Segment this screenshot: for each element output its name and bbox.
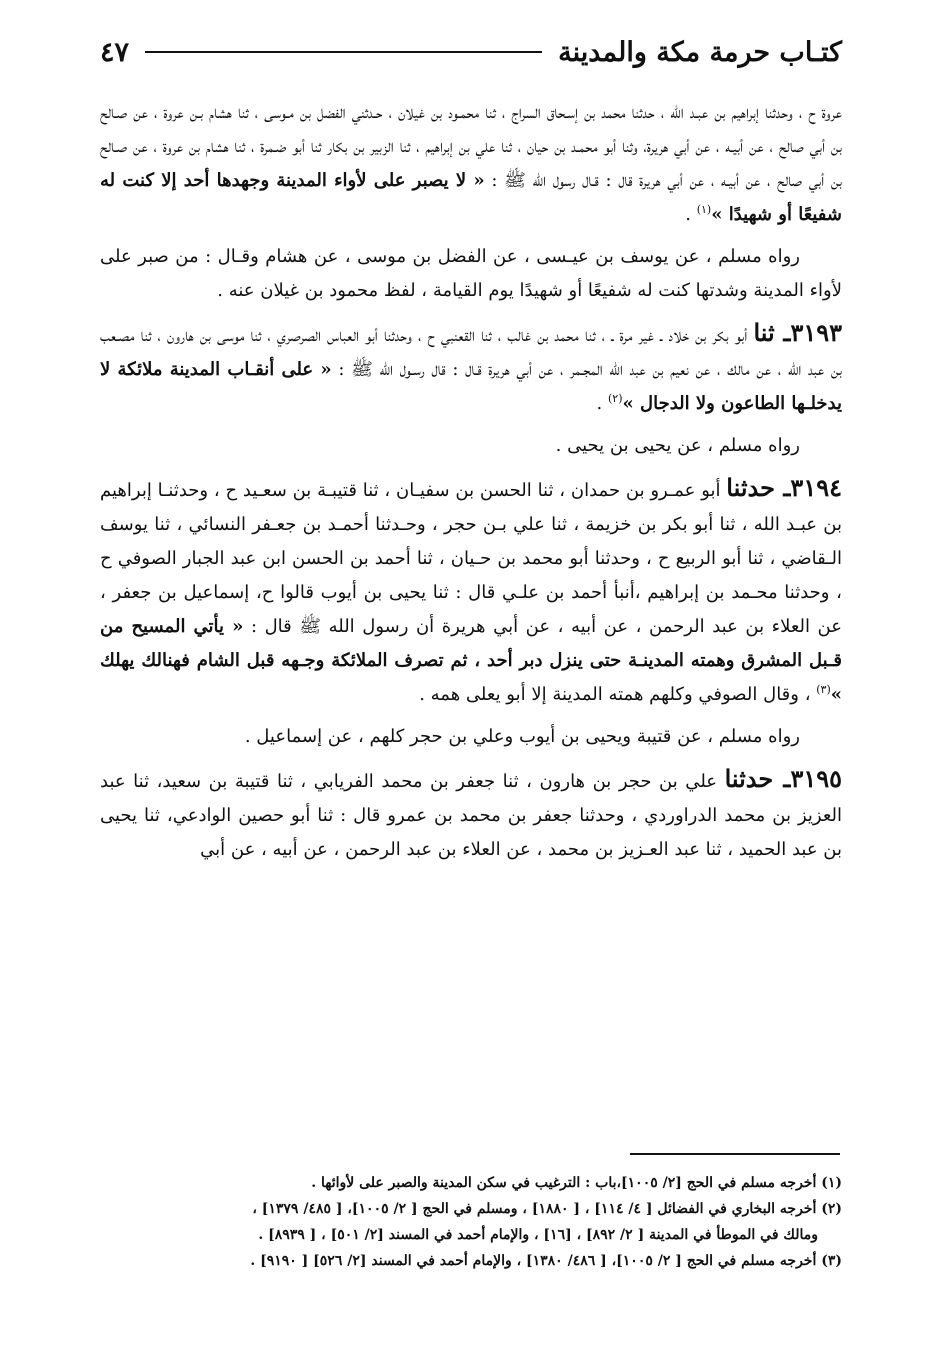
footnotes	[100, 1170, 842, 1274]
paragraph-1-text: عروة ح ، وحدثنا إبراهيم بن عبـد الله ، حدثنا محمد بن إسـحاق السراج ، ثنا محمـود بن غيلان ، حـدثني الفضل بن مـوسى ، ثنا هشام بـن عروة ، عن صـالح بن أبي صالح ، عن أبيـه ، عن أبي هريرة، وثنا أبو محمـد بن حيان ، ثنا علي بن إبراهيم ، ثنا الزبير بن بكار ثنا أبو ضـمرة ، ثنا هشام بن عروة ، عن صـالح بن أبي صالح ، عن أبيـه ، عن أبي هريرة قال : قـال رسول الله ﷺ :	[100, 102, 842, 191]
paragraph-4	[100, 429, 842, 463]
book-title: كتـاب حرمة مكة والمدينة	[558, 36, 842, 68]
hadith-3193-end: .	[596, 393, 608, 414]
paragraph-4-text: رواه مسلم ، عن يحيى بن يحيى .	[555, 435, 800, 456]
paragraph-1-end: .	[685, 204, 697, 225]
page-number: ٤٧	[100, 36, 130, 68]
paragraph-2	[100, 240, 842, 308]
footnote-1: (١) أخرجه مسلم في الحج [٢/ ١٠٠٥]،باب : الترغيب في سكن المدينة والصبر على لأوائها .	[311, 1175, 842, 1191]
page-header	[100, 30, 842, 74]
paragraph-6-text: رواه مسلم ، عن قتيبة ويحيى بن أيوب وعلي بن حجر كلهم ، عن إسماعيل .	[244, 726, 800, 747]
hadith-number-3195: ٣١٩٥ـ حدثنا	[724, 764, 842, 793]
hadith-3194-text: أبو عمـرو بن حمدان ، ثنا الحسن بن سفيـان ، ثنا قتيبـة بن سعـيد ح ، وحدثنـا إبراهيم بن عبـد الله ، ثنا أبو بكر بن خزيمة ، ثنا علي بـن حجر ، وحـدثنا أحمـد بن جعـفر النسائي ، ثنا يوسف الـقاضي ، ثنا أبو الربيع ح ، وحدثنا أبو محمد بن حـيان ، ثنا أحمد بن الحسن ابن عبد الجبار الصوفي ح ، وحدثنا محـمد بن إبراهيم ،أنبأ أحمد بن علـي قال : ثنا يحيى بن أيوب قالوا ح، إسماعيل بن جعفر ، عن العلاء بن عبد الرحمن ، عن أبيه ، عن أبي هريرة أن رسول الله ﷺ قال :	[100, 480, 843, 637]
hadith-3193-text: أبو بكر بن خلاد ـ غير مرة ـ ، ثنا محمد بن غالب ، ثنا القعنبي ح ، وحدثنا أبو العباس الصرصري ، ثنا موسى بن هارون ، ثنا مصـعب بن عبد الله ، عن مالك ، عن نعيم بن عبد الله المجـمر ، عن أبي هريرة قـال : قال رسـول الله ﷺ :	[100, 325, 842, 380]
hadith-3195	[100, 762, 842, 867]
header-rule	[145, 51, 542, 53]
hadith-3193	[100, 316, 842, 421]
hadith-3195-text: علي بن حجر بن هارون ، ثنا جعفر بن محمد الفريابي ، ثنا قتيبة بن سعيد، ثنا عبد العزيز بن محمد الدراوردي ، وحدثنا جعفر بن محمد بن عمرو قال : ثنا أبو حصين الوادعي، ثنا يحيى بن عبد الحميد ، ثنا عبد العـزيز بن محمد ، عن العلاء بن عبد الرحمن ، عن أبيه ، عن أبي	[100, 771, 842, 860]
hadith-number-3193: ٣١٩٣ـ ثنا	[753, 318, 843, 347]
footnote-ref-3: (٣)	[816, 683, 831, 696]
paragraph-2-text: رواه مسلم ، عن يوسف بن عيـسى ، عن الفضل بن موسى ، عن هشام وقـال : من صبر على لأواء المدينة وشدتها كنت له شفيعًا أو شهيدًا يوم القيامة ، لفظ محمود بن غيلان عنه .	[100, 246, 842, 301]
footnote-3: (٣) أخرجه مسلم في الحج [ ٢/ ١٠٠٥]، [ ٤٨٦/ ١٣٨٠] ، والإمام أحمد في المسند [٢/ ٥٢٦] [ ٩١٩٠] .	[250, 1253, 842, 1269]
page-body	[100, 96, 842, 867]
hadith-number-3194: ٣١٩٤ـ حدثنا	[726, 473, 842, 502]
hadith-3194	[100, 471, 842, 712]
footnote-separator	[630, 1153, 840, 1155]
hadith-quote-1: « لا يصبر على لأواء المدينة وجهدها أحد إلا كنت له شفيعًا أو شهيدًا »	[100, 170, 842, 225]
footnote-2-continued: ومالك في الموطأ في المدينة [ ٢/ ٨٩٢] ، [١٦] ، والإمام أحمد في المسند [٢/ ٥٠١] ، [ ٨٩٣٩] .	[258, 1227, 818, 1243]
footnote-ref-2: (٢)	[607, 392, 623, 405]
paragraph-6	[100, 720, 842, 754]
paragraph-1	[100, 96, 842, 232]
footnote-2: (٢) أخرجه البخاري في الفضائل [ ٤/ ١١٤] ، [ ١٨٨٠] ، ومسلم في الحج [ ٢/ ١٠٠٥]، [ ٤٨٥/ ١٣٧٩] ،	[252, 1201, 842, 1217]
hadith-quote-3194: « يأتي المسيح من قـبل المشرق وهمته المدينـة حتى ينزل دبر أحد ، ثم تصرف الملائكة وجـهه قبل الشام فهنالك يهلك »	[100, 616, 842, 705]
hadith-3194-end: ، وقال الصوفي وكلهم همته المدينة إلا أبو يعلى همه .	[419, 684, 817, 705]
footnote-ref-1: (١)	[696, 203, 712, 216]
hadith-quote-3193: « على أنقـاب المدينة ملائكة لا يدخلـها الطاعون ولا الدجال »	[100, 359, 842, 414]
